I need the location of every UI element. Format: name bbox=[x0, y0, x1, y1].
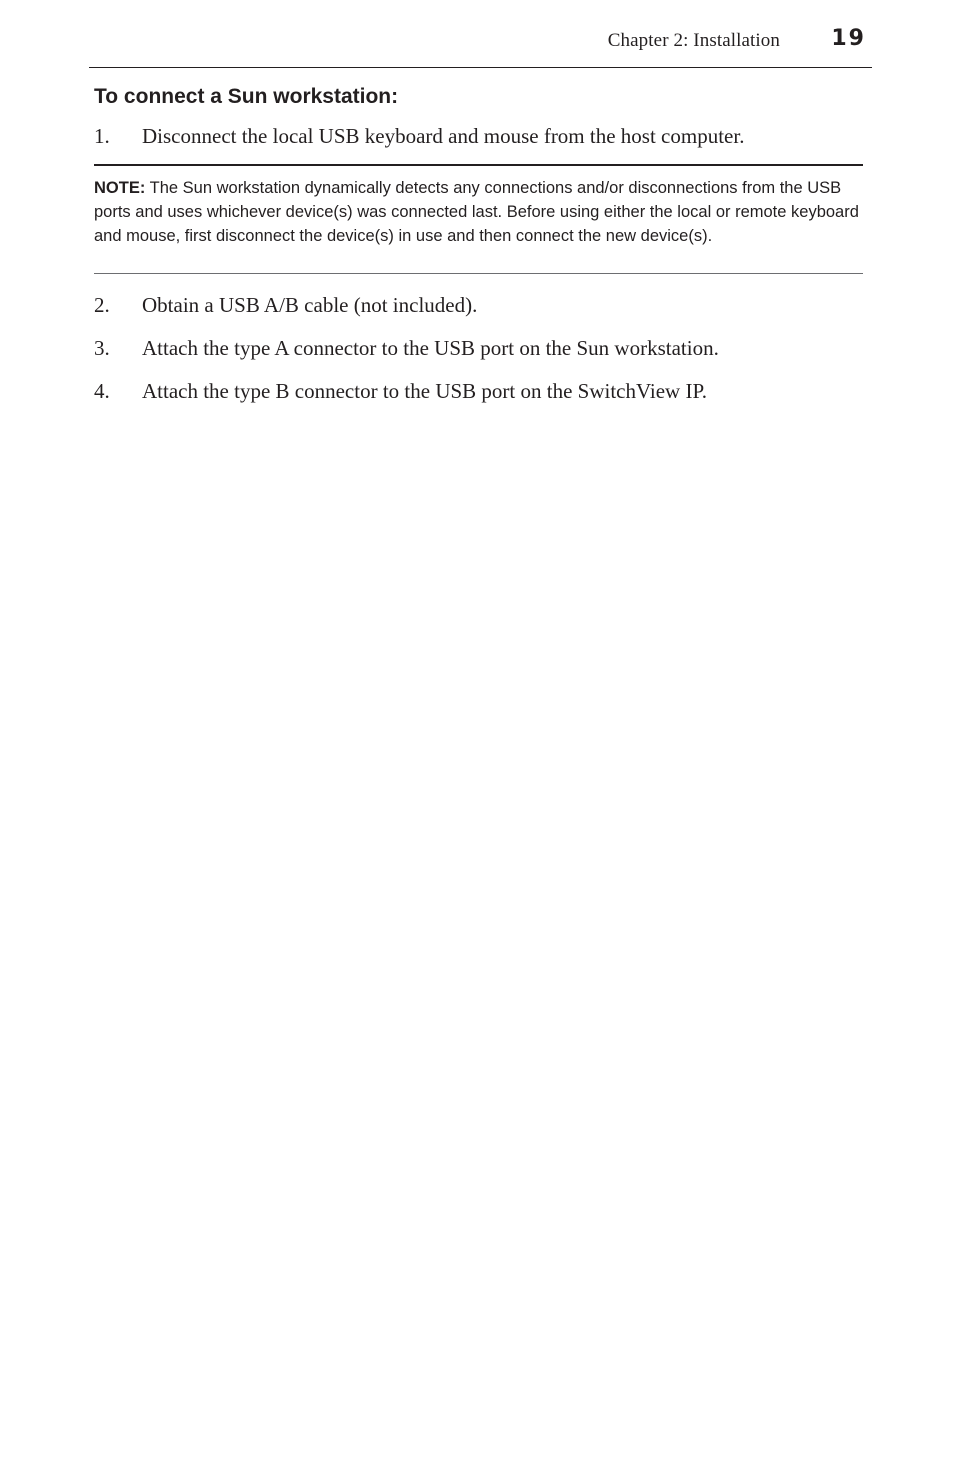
step-text: Disconnect the local USB keyboard and mouse from the host computer. bbox=[142, 124, 745, 148]
section-heading: To connect a Sun workstation: bbox=[94, 85, 399, 108]
note-box bbox=[94, 164, 863, 274]
step-number: 4. bbox=[94, 379, 110, 403]
note-content bbox=[94, 176, 863, 248]
chapter-title: Chapter 2: Installation bbox=[607, 30, 780, 51]
step-number: 3. bbox=[94, 336, 110, 360]
page-number: 19 bbox=[831, 26, 866, 51]
step-text: Obtain a USB A/B cable (not included). bbox=[142, 293, 478, 317]
step-number: 2. bbox=[94, 293, 110, 317]
note-text: The Sun workstation dynamically detects any connections and/or disconnections from the USB ports and uses whichever device(s) was connected last. Before using either the local or remote keyboard and mouse, first disconnect the device(s) in use and then connect the new device(s). bbox=[94, 179, 859, 245]
page-header bbox=[89, 26, 872, 68]
step-text: Attach the type A connector to the USB port on the Sun workstation. bbox=[142, 336, 719, 360]
step-number: 1. bbox=[94, 124, 110, 148]
note-label: NOTE: bbox=[94, 179, 146, 197]
step-text: Attach the type B connector to the USB port on the SwitchView IP. bbox=[142, 379, 708, 403]
